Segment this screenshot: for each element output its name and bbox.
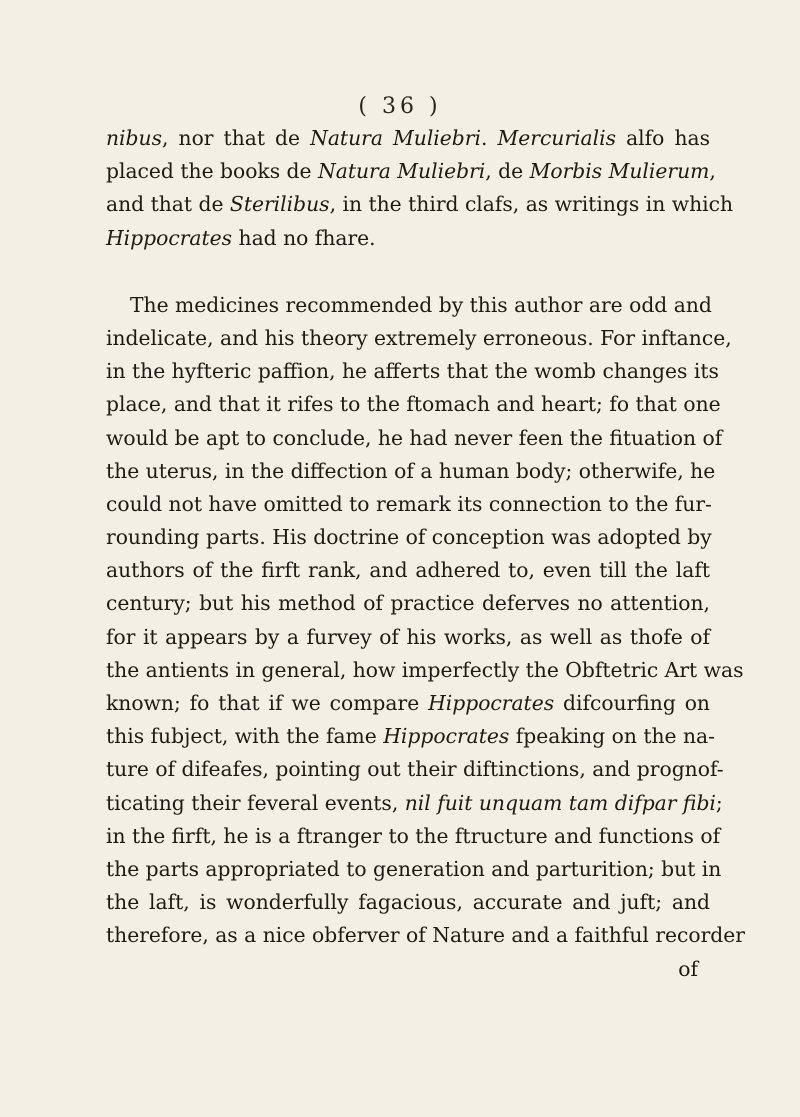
text-line: known; fo that if we compare Hippocrates difcourfing on bbox=[106, 691, 710, 715]
catchword: of bbox=[678, 956, 698, 981]
text-line: indelicate, and his theory extremely erroneous. For inftance, bbox=[106, 325, 732, 350]
text-line: the uterus, in the diffection of a human body; otherwife, he bbox=[106, 458, 716, 483]
text-line: this fubject, with the fame Hippocrates fpeaking on the na- bbox=[106, 724, 715, 749]
text-line: place, and that it rifes to the ftomach and heart; fo that one bbox=[106, 392, 721, 417]
page-number: ( 36 ) bbox=[358, 94, 442, 119]
text-line: nibus, nor that de Natura Muliebri. Mercurialis alfo has bbox=[106, 126, 710, 150]
text-line: for it appears by a furvey of his works, as well as thofe of bbox=[106, 624, 710, 649]
text-line: would be apt to conclude, he had never feen the fituation of bbox=[106, 425, 723, 450]
text-line: therefore, as a nice obferver of Nature and a faithful recorder bbox=[106, 923, 745, 948]
body-text bbox=[106, 122, 745, 986]
text-line: the antients in general, how imperfectly the Obftetric Art was bbox=[106, 657, 744, 682]
text-line: century; but his method of practice deferves no attention, bbox=[106, 591, 710, 616]
text-line: the parts appropriated to generation and parturition; but in bbox=[106, 856, 722, 881]
text-line: ticating their feveral events, nil fuit unquam tam difpar fibi; bbox=[106, 790, 723, 815]
text-line: could not have omitted to remark its connection to the fur- bbox=[106, 491, 712, 516]
text-line: placed the books de Natura Muliebri, de Morbis Mulierum, bbox=[106, 159, 716, 184]
text-line: ture of difeafes, pointing out their diftinctions, and prognof- bbox=[106, 757, 724, 782]
text-line: The medicines recommended by this author are odd and bbox=[130, 292, 712, 317]
text-line: the laft, is wonderfully fagacious, accurate and juft; and bbox=[106, 890, 710, 915]
text-line: and that de Sterilibus, in the third clafs, as writings in which bbox=[106, 192, 734, 217]
text-line: rounding parts. His doctrine of conception was adopted by bbox=[106, 525, 712, 550]
text-line: in the firft, he is a ftranger to the ftructure and functions of bbox=[106, 823, 721, 848]
paragraph-gap bbox=[106, 255, 710, 289]
text-line: in the hyfteric paffion, he afferts that the womb changes its bbox=[106, 359, 719, 384]
text-line: Hippocrates had no fhare. bbox=[106, 225, 376, 250]
text-line: authors of the firft rank, and adhered to, even till the laft bbox=[106, 558, 710, 583]
